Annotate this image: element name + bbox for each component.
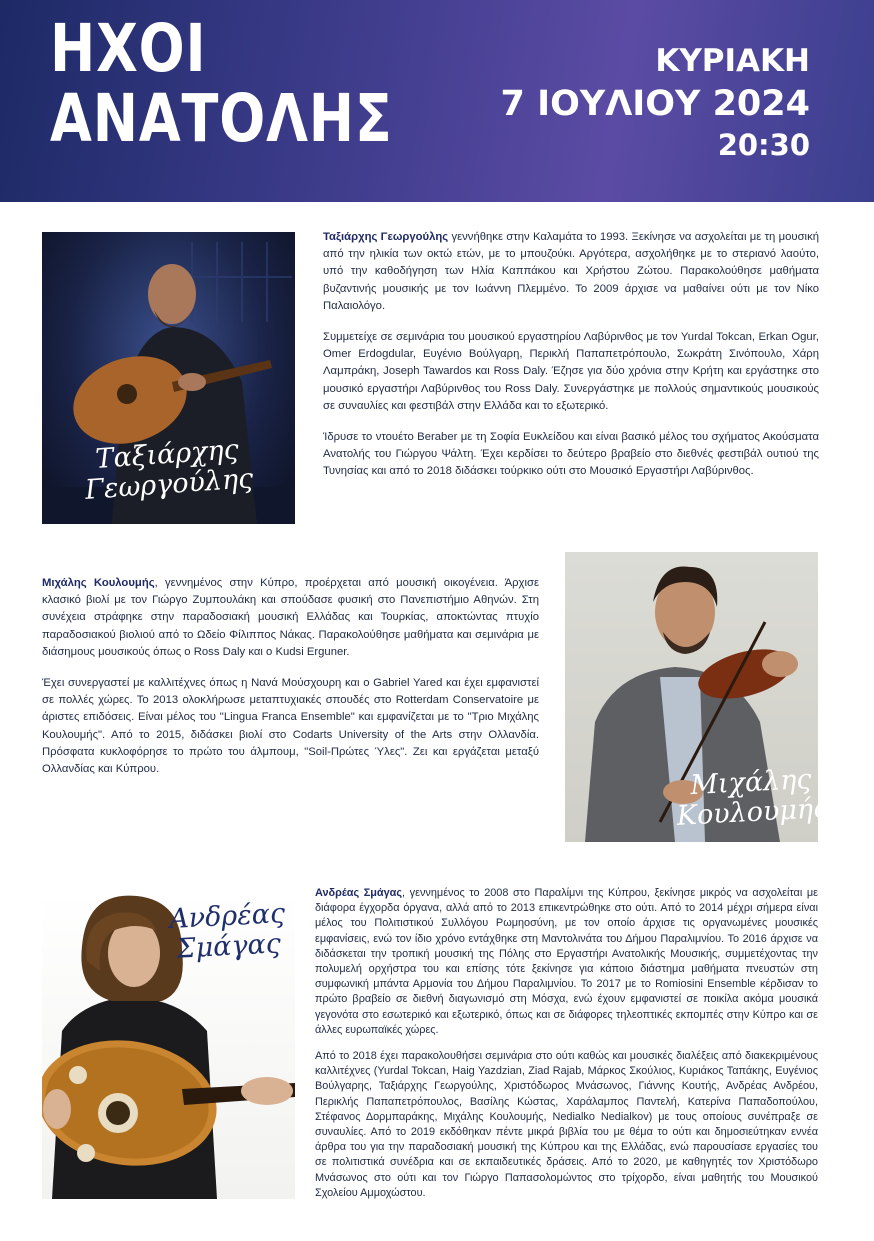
signature-michalis: Μιχάλης Κουλουμής <box>676 763 829 832</box>
event-datetime <box>501 40 810 164</box>
artist-name: Ταξιάρχης Γεωργούλης <box>323 231 449 243</box>
bio-paragraph: Μιχάλης Κουλουμής, γεννημένος στην Κύπρο, προέρχεται από μουσική οικογένεια. Άρχισε κλασικό βιολί με τον Γιώργο Ζυμπουλάκη και σπούδασε φυσική στο Πανεπιστήμιο Αθηνών. Στη συνέχεια στράφηκε στην παραδοσιακή μουσική Ελλάδας και Τουρκίας, αποκτώντας πτυχίο παραδοσιακού βιολιού από το Ωδείο Φίλιππος Νάκας. Παρακολούθησε μαθήματα και σεμινάρια με διάσημους μουσικούς όπως ο Ross Daly και ο Kudsi Erguner. <box>42 577 539 658</box>
signature-andreas: Ανδρέας Σμάγας <box>168 898 286 965</box>
event-day: ΚΥΡΙΑΚΗ <box>655 43 810 79</box>
artist-name: Ανδρέας Σμάγας <box>315 887 403 899</box>
event-time: 20:30 <box>717 128 810 162</box>
event-date: 7 ΙΟΥΛΙΟΥ 2024 <box>500 84 810 124</box>
bio-paragraph: Από το 2018 έχει παρακολουθήσει σεμινάρια στο ούτι καθώς και μουσικές διαλέξεις από διακεκριμένους καλλιτέχνες (Yurdal Tokcan, Haig Yazdzian, Ziad Rajab, Μάρκος Σκούλιος, Κυριάκος Ταπάκης, Ευγένιος Βούλγαρης, Ταξιάρχης Γεωργούλης, Χριστόδωρος Μνάσωνος, Γιάννης Κουτής, Ανδρέας Ανδρέου, Περικλής Παπαπετρόπουλος, Βασίλης Κώστας, Χαράλαμπος Παντελή, Κατερίνα Παπαδοπούλου, Στέφανος Δορμπαράκης, Μιχάλης Κουλουμής, Nedialko Nedialkov) με τους οποίους συνέπραξε σε συναυλίες. Από το 2019 εκδόθηκαν πέντε μικρά βιβλία του με θέμα το ούτι και δημοσιεύτηκαν εννέα άρθρα του για την παραδοσιακή μουσική της Κύπρου και της Ελλάδας, ενώ παρουσίασε εργασίες του σε πολιτιστικά συνέδρια και σε εκπαιδευτικές δράσεις. Από το 2020, με καθηγητές τον Χριστόδωρο Μνάσωνος στο ούτι και τον Γιώργο Παπασολομώντος στο τρίχορδο, είναι μαθητής του Μουσικού Σχολείου Αμμοχώστου. <box>315 1050 818 1199</box>
bio-taxiarchis <box>323 229 819 495</box>
bio-paragraph: Ίδρυσε το ντουέτο Beraber με τη Σοφία Ευκλείδου και είναι βασικό μέλος του σχήματος Ακούσματα Ανατολής του Γιώργου Ψάλτη. Έχει κερδίσει το δεύτερο βραβείο στο διεθνές φεστιβάλ ουτιού της Τυνησίας και από το 2018 διδάσκει τούρκικο ούτι στο Μουσικό Εργαστήρι Λαβύρινθος. <box>323 431 819 478</box>
bio-paragraph: Έχει συνεργαστεί με καλλιτέχνες όπως η Νανά Μούσχουρη και ο Gabriel Yared και έχει εμφανιστεί σε πολλές χώρες. Το 2013 ολοκλήρωσε μεταπτυχιακές σπουδές στο Rotterdam Conservatoire με άριστες επιδόσεις. Είναι μέλος του "Lingua Franca Ensemble" και εμφανίζεται με το "Τριο Μιχάλης Κουλουμής". Από το 2015, διδάσκει βιολί στο Codarts University of the Arts στην Ολλανδία. Πρόσφατα κυκλοφόρησε το πρώτο του άλμπουμ, "Soil-Πρώτες Ύλες". Ζει και εργάζεται μεταξύ Ολλανδίας και Κύπρου. <box>42 677 539 776</box>
artist-name: Μιχάλης Κουλουμής <box>42 577 155 589</box>
signature-taxiarchis: Ταξιάρχης Γεωργούλης <box>84 434 255 506</box>
bio-michalis <box>42 575 539 792</box>
header-banner <box>0 0 874 202</box>
bio-andreas <box>315 886 818 1212</box>
bio-paragraph: Ανδρέας Σμάγας, γεννημένος το 2008 στο Παραλίμνι της Κύπρου, ξεκίνησε μικρός να ασχολείται με διάφορα έγχορδα όργανα, αλλά από το 2013 επικεντρώθηκε στο ούτι. Από το 2014 μέχρι σήμερα είναι μέλος του Πολιτιστικού Συλλόγου Ρωμηοσύνη, με τον οποίο άρχισε τις οργανωμένες μουσικές εμφανίσεις, ενώ τον ίδιο χρόνο εντάχθηκε στη Μαντολινάτα του Δήμου Παραλιμνίου. Το 2016 άρχισε να διδάσκεται την τροπική μουσική της Πόλης στο Εργαστήρι Ανατολικής Μουσικής, συμμετέχοντας την πολυμελή ορχήστρα του και επίσης τότε ξεκίνησε για κάποιο διάστημα μαθήματα πνευστών στη συμφωνική μπάντα Αρμονία του Δήμου Παραλιμνίου. Το 2017 με το Romiosini Ensemble κέρδισαν το πρώτο βραβείο σε διεθνή διαγωνισμό στη Μόσχα, ενώ έχουν εμφανιστεί σε ποικίλα ακόμα μουσικά γεγονότα στο εσωτερικό και εξωτερικό, όπως και σε διάφορες τηλεοπτικές εκπομπές στην Κύπρο και σε άλλες ευρωπαϊκές χώρες. <box>315 887 818 1036</box>
logo-line-1: ΗΧΟΙ <box>50 10 207 87</box>
bio-paragraph: Συμμετείχε σε σεμινάρια του μουσικού εργαστηρίου Λαβύρινθος με τον Yurdal Tokcan, Erkan Ogur, Omer Erdogdular, Ευγένιο Βούλγαρη, Περικλή Παπαπετρόπουλο, Σωκράτη Σινόπουλο, Χάρη Λαμπράκη, Joseph Tawardos και Ross Daly. Έζησε για δύο χρόνια στην Κρήτη και εργάστηκε στο μουσικό εργαστήρι Λαβύρινθος του Ross Daly. Συνεργάστηκε με πολλούς σημαντικούς μουσικούς σε συναυλίες και φεστιβάλ στην Ελλάδα και το εξωτερικό. <box>323 331 819 412</box>
bio-paragraph: Ταξιάρχης Γεωργούλης γεννήθηκε στην Καλαμάτα το 1993. Ξεκίνησε να ασχολείται με τη μουσική από την ηλικία των οκτώ ετών, με το μπουζούκι. Αργότερα, ασχολήθηκε με το στεριανό λαούτο, υπό την καθοδήγηση των Ηλία Καππάκου και Χρήστου Ζώτου. Παρακολούθησε μαθήματα βυζαντινής μουσικής με τον Ιωάννη Πλεμμένο. Το 2009 άρχισε να μαθαίνει ούτι με τον Νίκο Παλαιολόγο. <box>323 231 819 312</box>
logo-line-2: ΑΝΑΤΟΛΗΣ <box>50 80 393 157</box>
event-logo <box>50 10 393 157</box>
